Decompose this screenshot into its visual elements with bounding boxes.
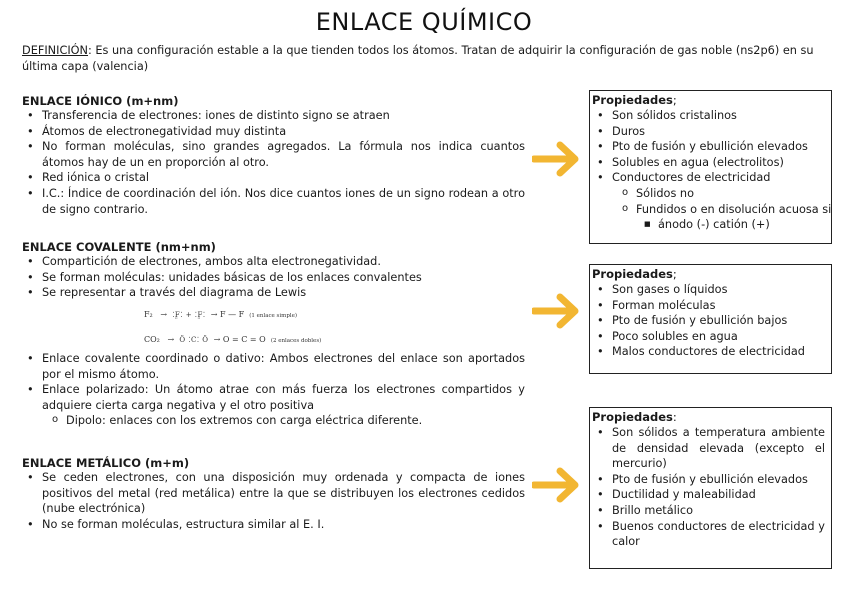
- list-item: • Pto de fusión y ebullición bajos: [592, 313, 825, 329]
- arrow-right-icon: [532, 140, 580, 178]
- list-item: • Se representar a través del diagrama de Lewis: [22, 285, 525, 301]
- arrow-right-icon: [532, 292, 580, 330]
- list-item: • Se ceden electrones, con una disposición muy ordenada y compacta de iones positivos del metal (red metálica) entre la que se distribuyen los electrones cedidos (nube electrónica): [22, 470, 525, 517]
- list-item: • Enlace covalente coordinado o dativo: Ambos electrones del enlace son aportados por el mismo átomo.: [22, 351, 525, 382]
- list-item: • No forman moléculas, sino grandes agregados. La fórmula nos indica cuantos átomos hay de un en proporción al otro.: [22, 139, 525, 170]
- list-item: • Son sólidos cristalinos: [592, 108, 825, 124]
- properties-heading: Propiedades:: [592, 410, 677, 424]
- list-item: • Se forman moléculas: unidades básicas de los enlaces convalentes: [22, 270, 525, 286]
- metallic-list: [22, 470, 525, 532]
- list-item: ■ ánodo (-) catión (+): [592, 217, 825, 233]
- covalent-list: [22, 254, 525, 301]
- list-item: • Pto de fusión y ebullición elevados: [592, 139, 825, 155]
- formula-result: F — F: [219, 310, 245, 319]
- list-item: • Son sólidos a temperatura ambiente de densidad elevada (excepto el mercurio): [592, 425, 825, 472]
- formula-note: (1 enlace simple): [249, 313, 298, 319]
- list-item: • Conductores de electricidad: [592, 170, 825, 186]
- list-item: • I.C.: Índice de coordinación del ión. Nos dice cuantos iones de un signo rodean a otro de signo contrario.: [22, 186, 525, 217]
- formula-lewis: ⁚F̤⁚ + ⁚F̤⁚: [172, 311, 206, 319]
- ionic-properties-list: [592, 108, 825, 186]
- lewis-formula-co2: CO₂ → Ö ⁚C⁚ Ö → O = C = O (2 enlaces dobles): [144, 335, 322, 344]
- list-item: • Buenos conductores de electricidad y calor: [592, 519, 825, 550]
- properties-heading-text: Propiedades: [592, 93, 673, 107]
- properties-heading-text: Propiedades: [592, 267, 673, 281]
- properties-heading: Propiedades;: [592, 93, 677, 107]
- properties-heading: Propiedades;: [592, 267, 677, 281]
- formula-note: (2 enlaces dobles): [270, 338, 322, 344]
- metallic-section: [22, 456, 525, 532]
- formula-molecule: F₂: [144, 310, 153, 319]
- covalent-heading: ENLACE COVALENTE (nm+nm): [22, 240, 216, 254]
- definition-text: : Es una configuración estable a la que tienden todos los átomos. Tratan de adquirir la configuración de gas noble (ns2p6) en su última capa (valencia): [22, 44, 814, 73]
- list-item: • Son gases o líquidos: [592, 282, 825, 298]
- formula-result: O = C = O: [222, 335, 266, 344]
- lewis-formula-f2: F₂ → ⁚F̤⁚ + ⁚F̤⁚ → F — F (1 enlace simple): [144, 310, 298, 319]
- list-item: • Ductilidad y maleabilidad: [592, 487, 825, 503]
- covalent-properties-box: [589, 264, 832, 374]
- list-item: • Forman moléculas: [592, 298, 825, 314]
- definition: [22, 43, 830, 75]
- ionic-list: [22, 108, 525, 217]
- list-item: • Átomos de electronegatividad muy distinta: [22, 124, 525, 140]
- list-item: • Compartición de electrones, ambos alta electronegatividad.: [22, 254, 525, 270]
- list-item: o Sólidos no: [592, 186, 825, 202]
- ionic-section: [22, 94, 525, 217]
- covalent-list-2: [22, 351, 525, 413]
- metallic-heading: ENLACE METÁLICO (m+m): [22, 456, 190, 470]
- list-item: • Brillo metálico: [592, 503, 825, 519]
- covalent-section-2: [22, 351, 525, 429]
- list-item: • Malos conductores de electricidad: [592, 344, 825, 360]
- arrow-right-icon: [532, 466, 580, 504]
- page-title: ENLACE QUÍMICO: [315, 8, 533, 36]
- list-item: • Duros: [592, 124, 825, 140]
- list-item: • Pto de fusión y ebullición elevados: [592, 472, 825, 488]
- list-item: • Red iónica o cristal: [22, 170, 525, 186]
- metallic-properties-box: [589, 407, 832, 569]
- metallic-properties-list: [592, 425, 825, 550]
- covalent-properties-list: [592, 282, 825, 360]
- definition-label: DEFINICIÓN: [22, 44, 89, 57]
- list-item: • Transferencia de electrones: iones de distinto signo se atraen: [22, 108, 525, 124]
- ionic-properties-sublist-2: [592, 217, 825, 233]
- formula-lewis: Ö ⁚C⁚ Ö: [179, 336, 209, 344]
- list-item: o Dipolo: enlaces con los extremos con carga eléctrica diferente.: [22, 413, 525, 429]
- list-item: • Solubles en agua (electrolitos): [592, 155, 825, 171]
- formula-molecule: CO₂: [144, 335, 160, 344]
- ionic-properties-sublist: [592, 186, 832, 217]
- list-item: • Enlace polarizado: Un átomo atrae con más fuerza los electrones compartidos y adquiere cierta carga negativa y el otro positiva: [22, 382, 525, 413]
- covalent-section: [22, 240, 525, 301]
- list-item: • Poco solubles en agua: [592, 329, 825, 345]
- covalent-sublist: [22, 413, 525, 429]
- ionic-heading: ENLACE IÓNICO (m+nm): [22, 94, 179, 108]
- properties-heading-text: Propiedades: [592, 410, 673, 424]
- list-item: o Fundidos o en disolución acuosa si: [592, 202, 825, 218]
- ionic-properties-box: [589, 90, 832, 244]
- list-item: • No se forman moléculas, estructura similar al E. I.: [22, 517, 525, 533]
